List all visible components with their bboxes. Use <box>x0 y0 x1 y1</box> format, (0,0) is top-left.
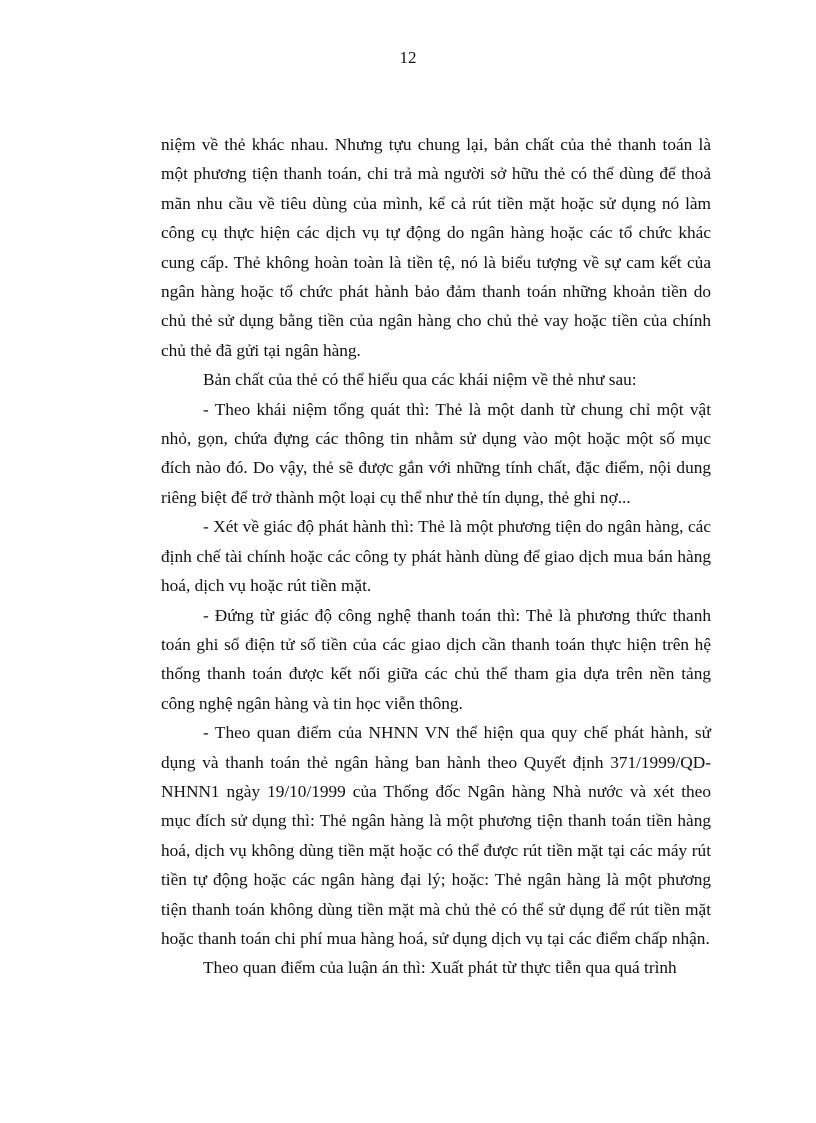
paragraph-thesis-view: Theo quan điểm của luận án thì: Xuất phát từ thực tiễn qua quá trình <box>203 958 677 978</box>
paragraph-continuation: niệm về thẻ khác nhau. Nhưng tựu chung lại, bản chất của thẻ thanh toán là một phương tiện thanh toán, chi trả mà người sở hữu thẻ có thể dùng để thoả mãn nhu cầu về tiêu dùng của mình, kể cả rút tiền mặt hoặc sử dụng nó làm công cụ thực hiện các dịch vụ tự động do ngân hàng hoặc các tổ chức khác cung cấp. Thẻ không hoàn toàn là tiền tệ, nó là biểu tượng về sự cam kết của ngân hàng hoặc tổ chức phát hành bảo đảm thanh toán những khoản tiền do chủ thẻ sử dụng bằng tiền của ngân hàng cho chủ thẻ vay hoặc tiền của chính chủ thẻ đã gửi tại ngân hàng. <box>161 135 711 360</box>
page-number: 12 <box>399 48 417 67</box>
paragraph-issuer-view: - Xét về giác độ phát hành thì: Thẻ là một phương tiện do ngân hàng, các định chế tài chính hoặc các công ty phát hành dùng để giao dịch mua bán hàng hoá, dịch vụ hoặc rút tiền mặt. <box>161 517 711 596</box>
paragraph-technology-view: - Đứng từ giác độ công nghệ thanh toán thì: Thẻ là phương thức thanh toán ghi sổ điện tử số tiền của các giao dịch cần thanh toán thực hiện trên hệ thống thanh toán được kết nối giữa các chủ thể tham gia dựa trên nền tảng công nghệ ngân hàng và tin học viễn thông. <box>161 605 711 713</box>
paragraph-general-concept: - Theo khái niệm tổng quát thì: Thẻ là một danh từ chung chỉ một vật nhỏ, gọn, chứa đựng các thông tin nhằm sử dụng vào một hoặc một số mục đích nào đó. Do vậy, thẻ sẽ được gắn với những tính chất, đặc điểm, nội dung riêng biệt để trở thành một loại cụ thể như thẻ tín dụng, thẻ ghi nợ... <box>161 399 711 507</box>
paragraph-state-bank-view: - Theo quan điểm của NHNN VN thể hiện qua quy chế phát hành, sử dụng và thanh toán thẻ ngân hàng ban hành theo Quyết định 371/1999/QD-NHNN1 ngày 19/10/1999 của Thống đốc Ngân hàng Nhà nước và xét theo mục đích sử dụng thì: Thẻ ngân hàng là một phương tiện thanh toán tiền hàng hoá, dịch vụ không dùng tiền mặt hoặc có thể được rút tiền mặt tại các máy rút tiền tự động hoặc các ngân hàng đại lý; hoặc: Thẻ ngân hàng là một phương tiện thanh toán không dùng tiền mặt mà chủ thẻ có thể sử dụng để rút tiền mặt hoặc thanh toán chi phí mua hàng hoá, sử dụng dịch vụ tại các điểm chấp nhận. <box>161 723 711 948</box>
body-text <box>161 130 711 983</box>
paragraph-intro: Bản chất của thẻ có thể hiểu qua các khái niệm về thẻ như sau: <box>203 370 637 390</box>
